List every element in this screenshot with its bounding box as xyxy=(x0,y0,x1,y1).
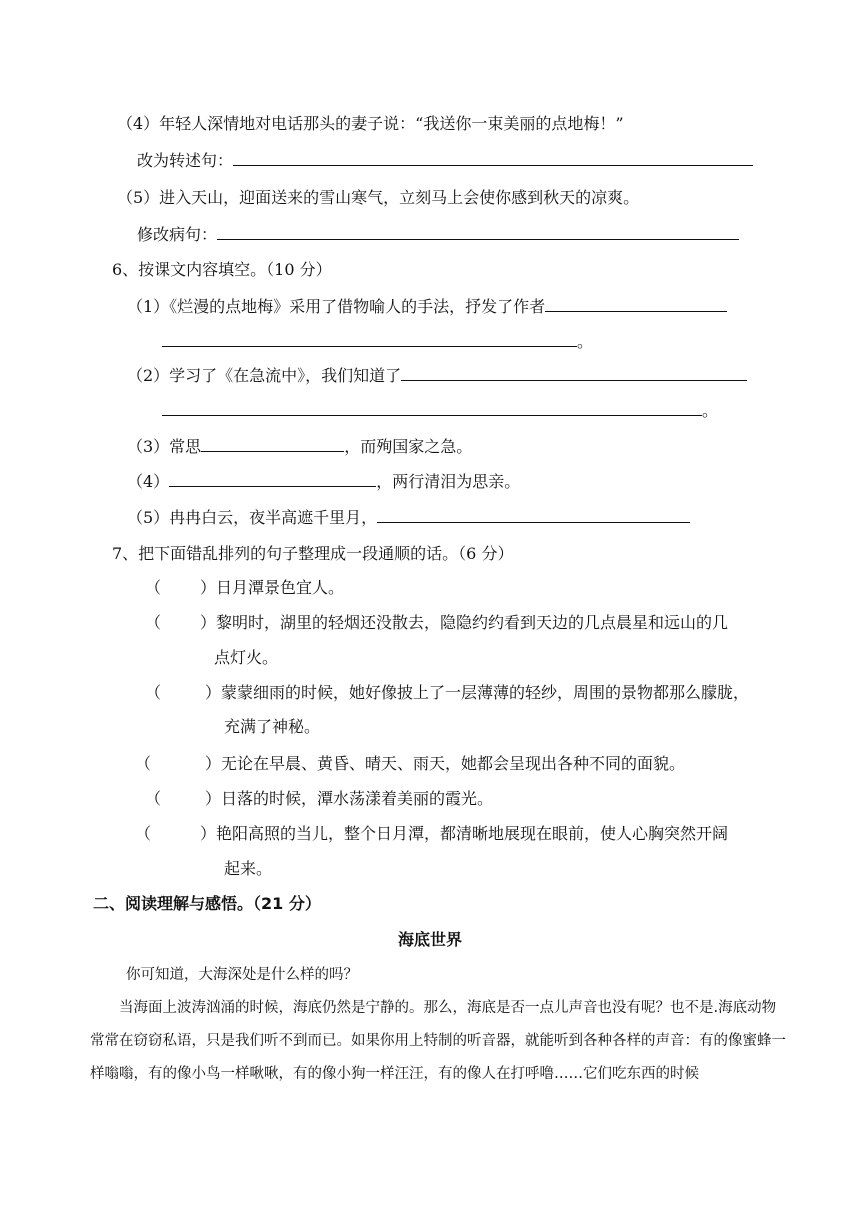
q6-item-1-text: （1）《烂漫的点地梅》采用了借物喻人的手法，抒发了作者 xyxy=(127,297,546,316)
q7-sentence-5-open: （ xyxy=(145,789,162,808)
q7-sentence-3-text-a: 蒙蒙细雨的时候，她好像披上了一层薄薄的轻纱，周围的景物都那么朦胧， xyxy=(221,683,750,702)
q6-item-4-pre: （4） xyxy=(127,472,170,491)
q5-item-5-answer-blank[interactable] xyxy=(217,224,739,240)
q6-item-3-row xyxy=(127,436,472,458)
q6-item-4-post: ，两行清泪为思亲。 xyxy=(376,472,521,491)
q7-sentence-6-row xyxy=(200,823,728,845)
passage-paragraph-2: 当海面上波涛汹涌的时候，海底仍然是宁静的。那么，海底是否一点儿声音也没有呢？也不是.海底动物常常在窃窃私语，只是我们听不到而已。如果你用上特制的听音器，就能听到各种各样的声音：有的像蜜蜂一样嗡嗡，有的像小鸟一样啾啾，有的像小狗一样汪汪，有的像人在打呼噜……它们吃东西的时候 xyxy=(90,1000,786,1082)
q7-sentence-5-row xyxy=(205,788,493,810)
q6-item-2-period: 。 xyxy=(702,401,719,420)
q6-heading: 6、按课文内容填空。（10 分） xyxy=(112,260,332,279)
q7-sentence-3-row xyxy=(205,682,749,704)
passage-paragraph-1: 你可知道，大海深处是什么样的吗？ xyxy=(126,967,358,983)
q7-sentence-6-text-b: 起来。 xyxy=(224,859,273,878)
q5-item-4-text: （4）年轻人深情地对电话那头的妻子说：“我送你一束美丽的点地梅！” xyxy=(117,114,624,133)
q7-sentence-1-text: 日月潭景色宜人。 xyxy=(216,578,345,597)
q6-item-1-blank-b[interactable] xyxy=(162,331,577,347)
q6-item-3-post: ，而殉国家之急。 xyxy=(344,437,473,456)
q7-sentence-2-close: ） xyxy=(200,613,217,632)
q7-sentence-3-open: （ xyxy=(145,683,162,702)
q6-item-5-blank[interactable] xyxy=(377,507,690,523)
q6-item-4-blank[interactable] xyxy=(169,471,376,487)
q5-item-5-answer-label: 修改病句： xyxy=(137,225,218,244)
q5-item-5-answer-row xyxy=(137,224,739,246)
q6-item-1-row xyxy=(127,296,727,318)
q6-item-1-blank-a[interactable] xyxy=(545,296,727,312)
q7-sentence-3-close: ） xyxy=(205,683,222,702)
q6-item-5-row xyxy=(127,507,690,529)
q7-sentence-2-row xyxy=(200,612,728,634)
q7-sentence-2-text-b: 点灯火。 xyxy=(214,648,279,667)
q7-sentence-1-open: （ xyxy=(145,578,162,597)
q6-item-2-blank-a[interactable] xyxy=(401,365,747,381)
q7-sentence-6-text-a: 艳阳高照的当儿，整个日月潭，都清晰地展现在眼前，使人心胸突然开阔 xyxy=(216,824,729,843)
q5-item-4-answer-label: 改为转述句： xyxy=(137,151,234,170)
q7-sentence-4-close: ） xyxy=(205,754,222,773)
q7-sentence-3-text-b: 充满了神秘。 xyxy=(224,717,321,736)
passage-title: 海底世界 xyxy=(397,930,462,949)
q6-item-2-text: （2）学习了《在急流中》，我们知道了 xyxy=(127,366,402,385)
q6-item-2-row xyxy=(127,365,747,387)
q7-sentence-6-open: （ xyxy=(135,824,152,843)
q6-item-1-period: 。 xyxy=(577,332,594,351)
q5-item-4-answer-blank[interactable] xyxy=(233,150,753,166)
q7-sentence-2-open: （ xyxy=(145,613,162,632)
q7-sentence-4-text: 无论在早晨、黄昏、晴天、雨天，她都会呈现出各种不同的面貌。 xyxy=(221,754,686,773)
q6-item-1-row-2 xyxy=(162,331,593,353)
q7-sentence-4-row xyxy=(205,753,685,775)
q5-item-4-answer-row xyxy=(137,150,753,172)
section-2-heading: 二、阅读理解与感悟。（21 分） xyxy=(93,894,321,913)
q6-item-3-blank[interactable] xyxy=(201,436,344,452)
q7-sentence-5-close: ） xyxy=(205,789,222,808)
q7-sentence-4-open: （ xyxy=(135,754,152,773)
q7-sentence-2-text-a: 黎明时，湖里的轻烟还没散去，隐隐约约看到天边的几点晨星和远山的几 xyxy=(216,613,729,632)
q6-item-2-row-2 xyxy=(162,400,718,422)
q6-item-5-text: （5）冉冉白云，夜半高遮千里月， xyxy=(127,508,378,527)
q6-item-3-pre: （3）常思 xyxy=(127,437,202,456)
q7-sentence-5-text: 日落的时候，潭水荡漾着美丽的霞光。 xyxy=(221,789,494,808)
q6-item-2-blank-b[interactable] xyxy=(162,400,702,416)
q5-item-5-text: （5）进入天山，迎面送来的雪山寒气，立刻马上会使你感到秋天的凉爽。 xyxy=(117,188,640,207)
q7-heading: 7、把下面错乱排列的句子整理成一段通顺的话。（6 分） xyxy=(112,544,514,563)
q6-item-4-row xyxy=(127,471,520,493)
q7-sentence-1-row xyxy=(200,577,344,599)
q7-sentence-6-close: ） xyxy=(200,824,217,843)
q7-sentence-1-close: ） xyxy=(200,578,217,597)
